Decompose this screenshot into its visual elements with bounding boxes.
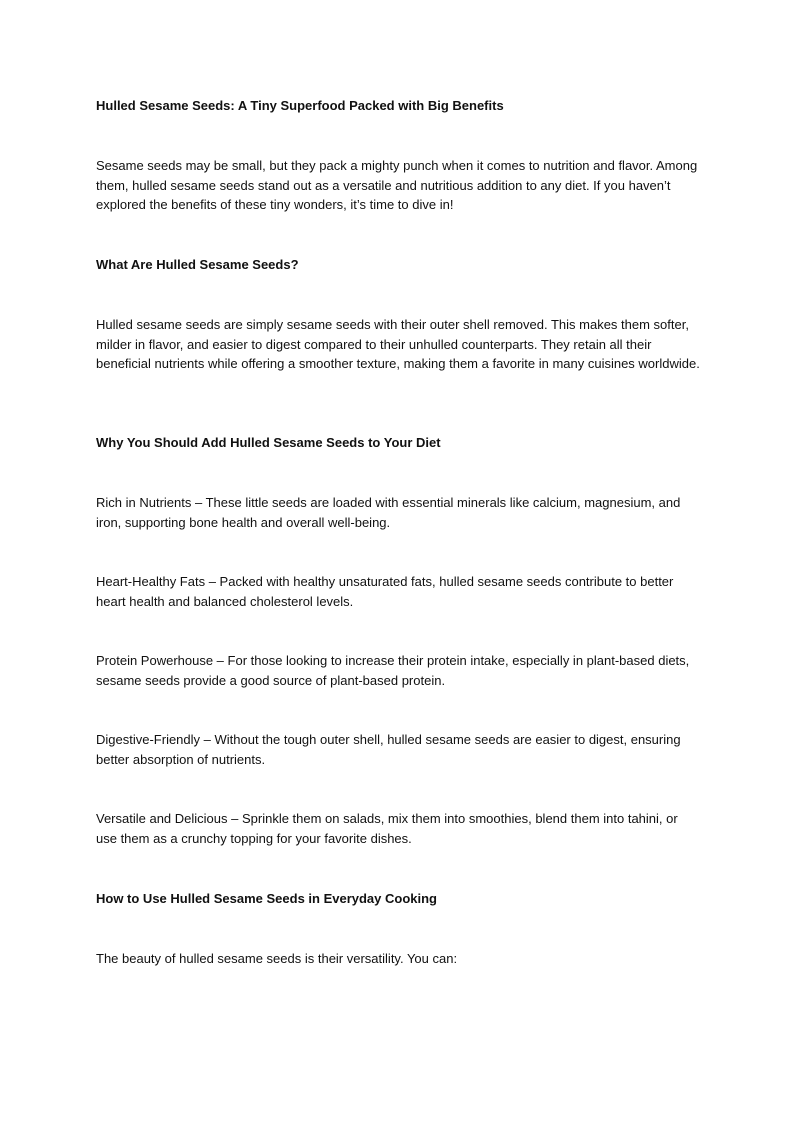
benefit-item-digestive: Digestive-Friendly – Without the tough outer shell, hulled sesame seeds are easier to digest, ensuring better absorption of nutrients. xyxy=(96,732,681,767)
intro-paragraph: Sesame seeds may be small, but they pack a mighty punch when it comes to nutrition and flavor. Among them, hulled sesame seeds stand out as a versatile and nutritious addition to any diet. If you haven’t explored the benefits of these tiny wonders, it’s time to dive in! xyxy=(96,158,698,212)
section-heading-how: How to Use Hulled Sesame Seeds in Everyday Cooking xyxy=(96,891,437,906)
benefit-item-heart: Heart-Healthy Fats – Packed with healthy unsaturated fats, hulled sesame seeds contribute to better heart health and balanced cholesterol levels. xyxy=(96,574,674,609)
section-heading-why: Why You Should Add Hulled Sesame Seeds to Your Diet xyxy=(96,435,441,450)
benefit-item-protein: Protein Powerhouse – For those looking to increase their protein intake, especially in plant-based diets, sesame seeds provide a good source of plant-based protein. xyxy=(96,653,690,688)
benefit-item-nutrients: Rich in Nutrients – These little seeds are loaded with essential minerals like calcium, magnesium, and iron, supporting bone health and overall well-being. xyxy=(96,495,681,530)
benefit-item-versatile: Versatile and Delicious – Sprinkle them on salads, mix them into smoothies, blend them into tahini, or use them as a crunchy topping for your favorite dishes. xyxy=(96,811,678,846)
section-heading-what: What Are Hulled Sesame Seeds? xyxy=(96,257,299,272)
document-title: Hulled Sesame Seeds: A Tiny Superfood Packed with Big Benefits xyxy=(96,98,504,113)
section-body-what: Hulled sesame seeds are simply sesame seeds with their outer shell removed. This makes them softer, milder in flavor, and easier to digest compared to their unhulled counterparts. They retain all their beneficial nutrients while offering a smoother texture, making them a favorite in many cuisines worldwide. xyxy=(96,317,700,371)
section-body-how: The beauty of hulled sesame seeds is their versatility. You can: xyxy=(96,951,458,966)
